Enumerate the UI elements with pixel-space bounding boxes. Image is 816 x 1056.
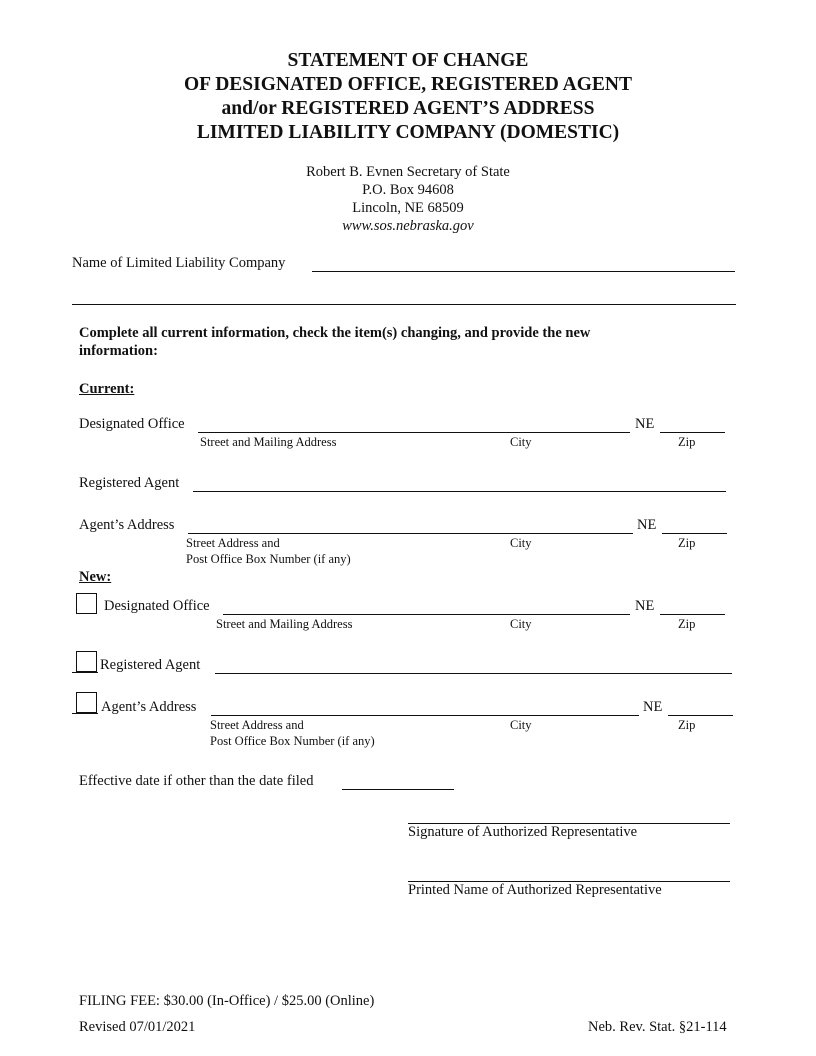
caption-city: City xyxy=(510,617,532,631)
instructions-text: Complete all current information, check the item(s) changing, and provide the new xyxy=(79,325,591,341)
current-registered-agent-label: Registered Agent xyxy=(79,475,180,491)
form-title-line-3: and/or REGISTERED AGENT’S ADDRESS xyxy=(221,98,595,119)
checkbox-baseline xyxy=(72,672,98,673)
new-registered-agent-checkbox[interactable] xyxy=(76,651,97,672)
current-agents-address-line xyxy=(188,533,633,534)
printed-name-label: Printed Name of Authorized Representative xyxy=(408,882,662,898)
form-title-line-2: OF DESIGNATED OFFICE, REGISTERED AGENT xyxy=(183,74,633,95)
new-designated-office-label: Designated Office xyxy=(104,598,210,614)
current-agents-address-label: Agent’s Address xyxy=(79,517,175,533)
website-link[interactable]: www.sos.nebraska.gov xyxy=(342,218,474,234)
new-designated-office-line xyxy=(223,614,630,615)
new-registered-agent-label: Registered Agent xyxy=(100,657,201,673)
caption-city: City xyxy=(510,718,532,732)
current-designated-office-ne: NE xyxy=(635,416,655,432)
new-agents-address-checkbox[interactable] xyxy=(76,692,97,713)
caption-zip: Zip xyxy=(678,536,696,550)
effective-date-line xyxy=(342,789,454,790)
po-box: P.O. Box 94608 xyxy=(362,182,454,198)
company-name-line-2 xyxy=(72,304,736,305)
current-designated-office-zip-line xyxy=(660,432,725,433)
new-agents-address-label: Agent’s Address xyxy=(101,699,197,715)
company-name-input-2[interactable] xyxy=(72,286,736,306)
printed-name-input[interactable] xyxy=(408,863,732,883)
city-state-zip: Lincoln, NE 68509 xyxy=(352,200,464,216)
filing-fee: FILING FEE: $30.00 (In-Office) / $25.00 (Online) xyxy=(79,993,375,1009)
new-designated-office-checkbox[interactable] xyxy=(76,593,97,614)
new-agents-address-ne: NE xyxy=(643,699,663,715)
caption-street-address: Street Address and xyxy=(210,718,304,732)
revised-date: Revised 07/01/2021 xyxy=(79,1019,196,1035)
caption-po-box: Post Office Box Number (if any) xyxy=(210,734,375,748)
signature-label: Signature of Authorized Representative xyxy=(408,824,638,840)
new-agents-address-zip-line xyxy=(668,715,733,716)
checkbox-baseline xyxy=(72,713,98,714)
statute-reference: Neb. Rev. Stat. §21-114 xyxy=(588,1019,727,1035)
current-heading: Current: xyxy=(79,381,135,397)
effective-date-label: Effective date if other than the date filed xyxy=(79,773,314,789)
signature-input[interactable] xyxy=(408,805,732,825)
caption-city: City xyxy=(510,536,532,550)
form-title-line-4: LIMITED LIABILITY COMPANY (DOMESTIC) xyxy=(196,122,620,143)
caption-zip: Zip xyxy=(678,435,696,449)
company-name-label: Name of Limited Liability Company xyxy=(72,255,286,271)
caption-zip: Zip xyxy=(678,718,696,732)
caption-po-box: Post Office Box Number (if any) xyxy=(186,552,351,566)
new-agents-address-line xyxy=(211,715,639,716)
current-designated-office-label: Designated Office xyxy=(79,416,185,432)
instructions-text-cont: information: xyxy=(79,343,158,359)
form-title-line-1: STATEMENT OF CHANGE xyxy=(287,50,529,71)
current-agents-address-ne: NE xyxy=(637,517,657,533)
caption-street-mailing: Street and Mailing Address xyxy=(200,435,337,449)
secretary-of-state: Robert B. Evnen Secretary of State xyxy=(306,164,510,180)
caption-zip: Zip xyxy=(678,617,696,631)
company-name-line xyxy=(312,271,735,272)
new-registered-agent-line xyxy=(215,673,732,674)
current-registered-agent-line xyxy=(193,491,726,492)
new-heading: New: xyxy=(79,569,112,585)
current-designated-office-line xyxy=(198,432,630,433)
caption-street-address: Street Address and xyxy=(186,536,280,550)
caption-city: City xyxy=(510,435,532,449)
caption-street-mailing: Street and Mailing Address xyxy=(216,617,353,631)
current-agents-address-zip-line xyxy=(662,533,727,534)
new-designated-office-ne: NE xyxy=(635,598,655,614)
new-designated-office-zip-line xyxy=(660,614,725,615)
